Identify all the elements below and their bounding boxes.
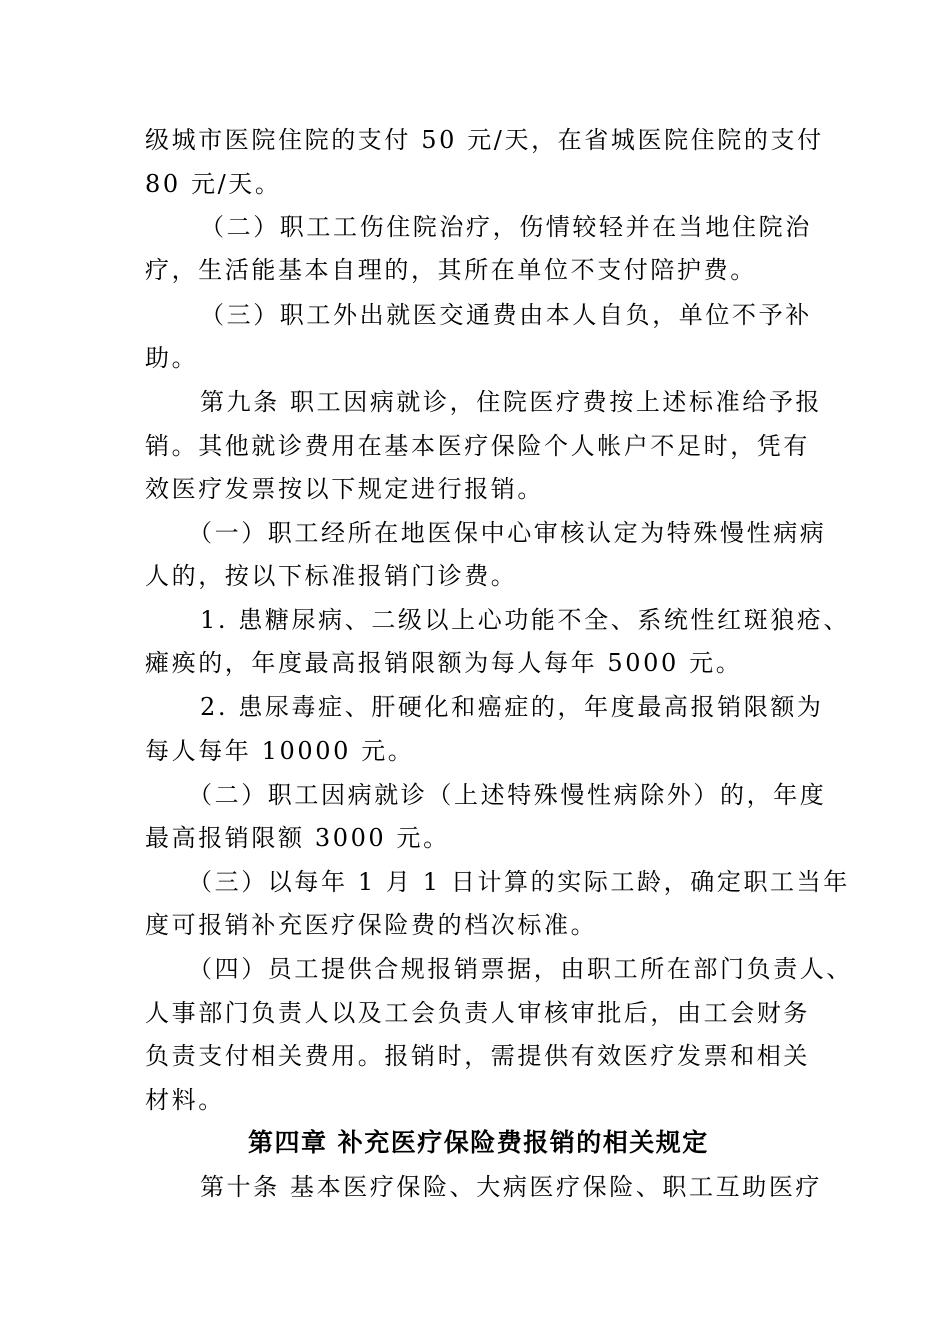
text-line: 人的，按以下标准报销门诊费。 [145,562,518,590]
text-line: 2. 患尿毒症、肝硬化和癌症的，年度最高报销限额为 [200,693,824,721]
text-line: （三）以每年 1 月 1 日计算的实际工龄，确定职工当年 [188,868,850,896]
chapter-heading: 第四章 补充医疗保险费报销的相关规定 [248,1128,709,1157]
text-line: （二）职工因病就诊（上述特殊慢性病除外）的，年度 [188,781,827,809]
text-line: （二）职工工伤住院治疗，伤情较轻并在当地住院治 [200,213,812,241]
text-line: （四）员工提供合规报销票据，由职工所在部门负责人、 [188,955,853,983]
text-line: 瘫痪的，年度最高报销限额为每人每年 5000 元。 [145,649,743,677]
text-line: 1. 患糖尿病、二级以上心功能不全、系统性红斑狼疮、 [200,606,851,634]
text-line: 第十条 基本医疗保险、大病医疗保险、职工互助医疗 [200,1173,823,1201]
text-line: 度可报销补充医疗保险费的档次标准。 [145,911,598,939]
text-line: 第九条 职工因病就诊，住院医疗费按上述标准给予报 [200,388,823,416]
text-line: 最高报销限额 3000 元。 [145,824,450,852]
text-line: （三）职工外出就医交通费由本人自负，单位不予补 [200,301,812,329]
text-line: 负责支付相关费用。报销时，需提供有效医疗发票和相关 [145,1042,810,1070]
text-line: （一）职工经所在地医保中心审核认定为特殊慢性病病 [188,519,827,547]
text-line: 助。 [145,344,199,372]
text-line: 疗，生活能基本自理的，其所在单位不支付陪护费。 [145,256,757,284]
text-line: 效医疗发票按以下规定进行报销。 [145,475,544,503]
text-line: 材料。 [145,1086,225,1114]
text-line: 人事部门负责人以及工会负责人审核审批后，由工会财务 [145,999,810,1027]
text-line: 每人每年 10000 元。 [145,737,415,765]
text-line: 级城市医院住院的支付 50 元/天，在省城医院住院的支付 [145,126,824,154]
text-line: 80 元/天。 [145,170,282,198]
text-line: 销。其他就诊费用在基本医疗保险个人帐户不足时，凭有 [145,432,810,460]
